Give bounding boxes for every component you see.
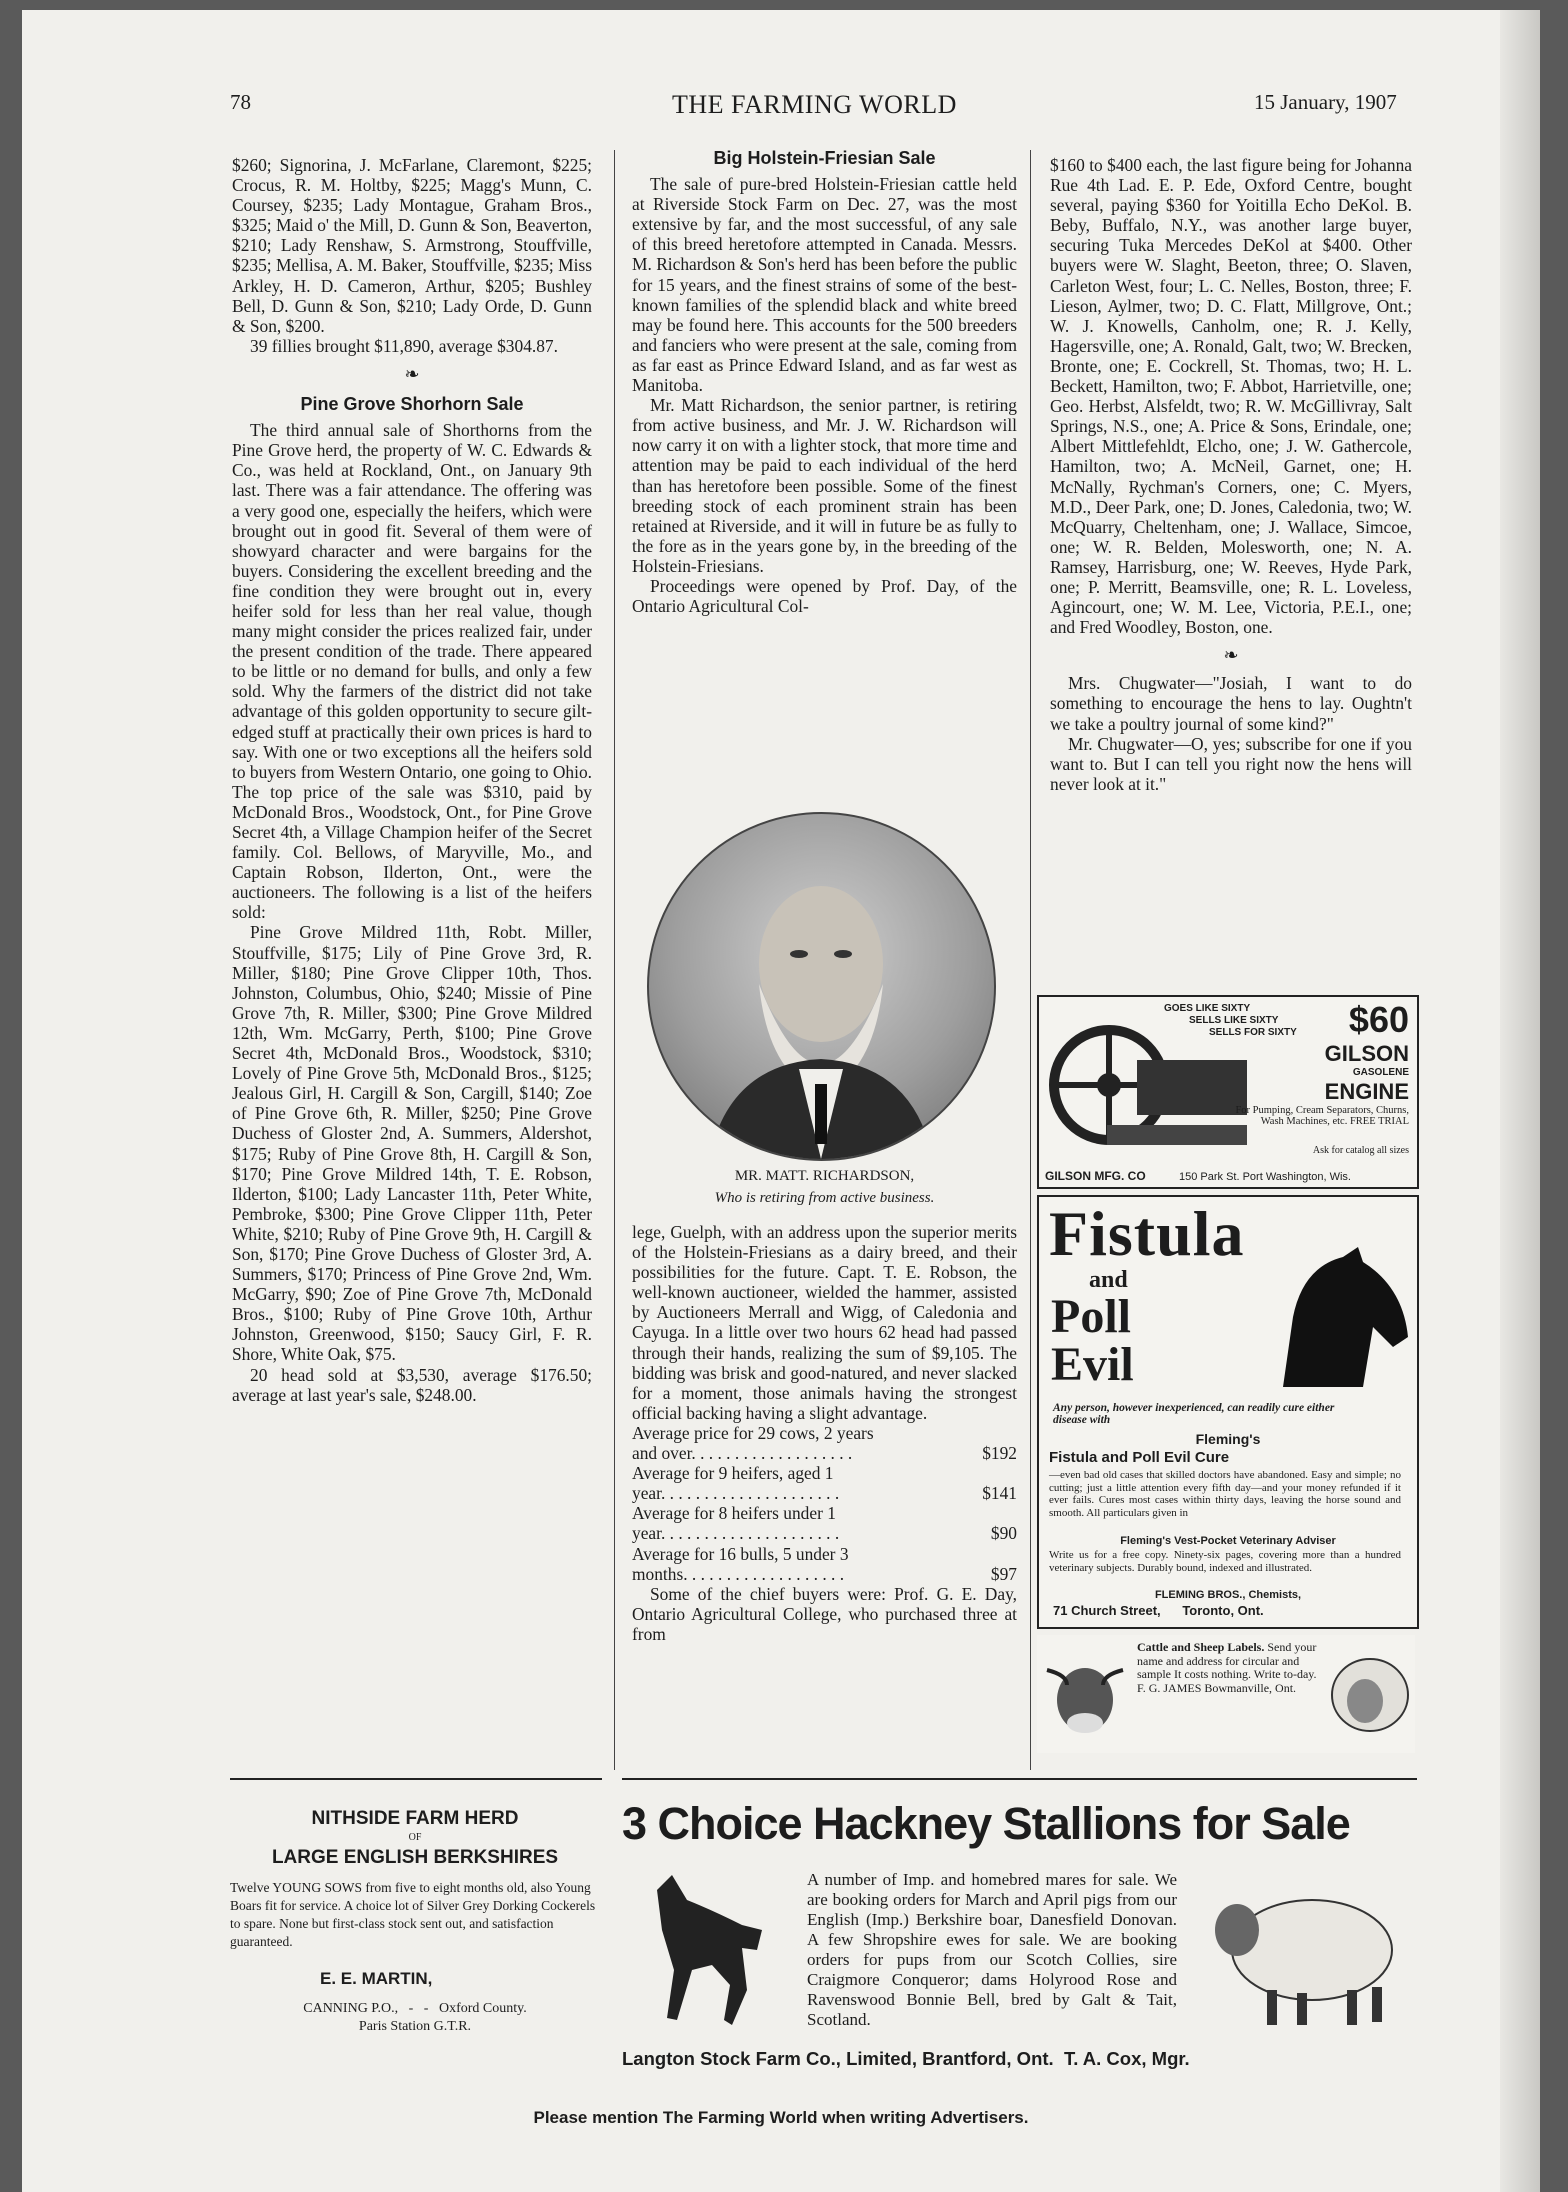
issue-date: 15 January, 1907 bbox=[1254, 90, 1397, 114]
ad-headline: Fistula bbox=[1049, 1198, 1245, 1269]
column1-para3: The third annual sale of Shorthorns from the Pine Grove herd, the property of W. C. Edwards & Co., was held at Rockland, Ont., on January 9th last. There was a fair attendance. The offering was a very good one, especially the heifers, which were brought out in good fit. Several of them were of showyard character and were bargains for the buyers. Considering the excellent breeding and the fine condition they were brought out in, every heifer sold for less than her real value, though many might consider the prices realized fair, under the present condition of the trade. There appeared to be little or no demand for bulls, and only a few sold. Why the farmers of the district did not take advantage of this golden opportunity to secure gilt-edged stuff at practically their own prices is hard to say. With one or two exceptions all the heifers sold to buyers from Western Ontario, one going to Ohio. The top price of the sale was $310, paid by McDonald Bros., Woodstock, Ont., for Pine Grove Secret 4th, a Village Champion heifer of the Secret family. Col. Bellows, of Maryville, Mo., and Captain Robson, Ilderton, Ont., were the auctioneers. The following is a list of the heifers sold: bbox=[232, 420, 592, 923]
section-heading-pine-grove: Pine Grove Shorhorn Sale bbox=[300, 394, 524, 415]
ad-headline: and bbox=[1089, 1267, 1128, 1293]
ad-title: Cattle and Sheep Labels. bbox=[1137, 1640, 1265, 1654]
horse-head-icon bbox=[1263, 1247, 1413, 1397]
ad-text: —even bad old cases that skilled doctors have abandoned. Easy and simple; no cutting; just a little attention every fifth day—and your money refunded if it ever fails. Cures most cases within thirty days, leaving the horse sound and smooth. All particulars given in bbox=[1049, 1469, 1401, 1519]
ad-address: CANNING P.O., - - Oxford County. bbox=[303, 2001, 527, 2016]
ad-subtitle: GASOLENE bbox=[1352, 1067, 1409, 1078]
section-heading-holstein: Big Holstein-Friesian Sale bbox=[713, 148, 936, 168]
ad-tag: GOES LIKE SIXTY bbox=[1164, 1003, 1251, 1014]
column-2-continued bbox=[632, 1222, 1017, 1644]
ad-tag: SELLS FOR SIXTY bbox=[1209, 1027, 1297, 1038]
ad-headline: Evil bbox=[1051, 1338, 1134, 1391]
column1-para4: Pine Grove Mildred 11th, Robt. Miller, Stouffville, $175; Lily of Pine Grove 3rd, R. Miller, $180; Pine Grove Clipper 10th, Thos. Johnston, Columbus, Ohio, $240; Missie of Pine Grove 7th, R. Miller, $300; Pine Grove Mildred 12th, Wm. McGarry, Perth, $100; Pine Grove Secret 4th, McDonald Bros., Woodstock, $310; Lovely of Pine Grove 5th, McDonald Bros., $125; Jealous Girl, H. Cargill & Son, Cargill, $140; Zoe of Pine Grove 6th, R. Miller, $250; Pine Grove Duchess of Gloster 2nd, A. Summers, Aldershot, $175; Ruby of Pine Grove 8th, H. Cargill & Son, $170; Pine Grove Mildred 14th, T. E. Robson, Ilderton, $100; Lady Lancaster 11th, Peter White, Pembroke, $300; Pine Grove Clipper 11th, Peter White, $210; Ruby of Pine Grove 9th, H. Cargill & Son, $170; Pine Grove Duchess of Gloster 3rd, A. Summers, $170; Princess of Pine Grove 2nd, Wm. McGarry, $90; Zoe of Pine Grove 7th, McDonald Bros., $100; Ruby of Pine Grove 10th, Arthur Johnston, Greenwood, $150; Saucy Girl, F. R. Shore, White Oak, $75. bbox=[232, 922, 592, 1365]
ad-headline: Poll bbox=[1051, 1290, 1131, 1343]
ad-text: Write us for a free copy. Ninety-six pages, covering more than a hundred veterinary subjects. Durably bound, indexed and illustrated. bbox=[1049, 1549, 1401, 1574]
page-number: 78 bbox=[230, 90, 251, 114]
portrait-photo bbox=[647, 812, 996, 1161]
section-rule bbox=[622, 1778, 1417, 1780]
section-rule bbox=[230, 1778, 602, 1780]
column-2 bbox=[632, 148, 1017, 616]
ad-title: 3 Choice Hackney Stallions for Sale bbox=[622, 1798, 1350, 1849]
ad-uses: For Pumping, Cream Separators, Churns, Wash Machines, etc. FREE TRIAL bbox=[1235, 1105, 1409, 1127]
ad-text: Fleming's bbox=[1195, 1431, 1261, 1447]
ad-address: 150 Park St. Port Washington, Wis. bbox=[1179, 1171, 1351, 1183]
ad-text: Send your name and address for circular and sample It costs nothing. Write to-day. F. G. JAMES Bowmanville, Ont. bbox=[1137, 1640, 1317, 1695]
ad-brand: GILSON bbox=[1324, 1041, 1409, 1066]
column1-para1: $260; Signorina, J. McFarlane, Claremont, $225; Crocus, R. M. Holtby, $225; Magg's Munn, C. Coursey, $235; Lady Montague, Graham Bros., $325; Maid o' the Mill, D. Gunn & Son, Beaverton, $210; Lady Renshaw, S. Armstrong, Stouffville, $235; Mellisa, A. M. Baker, Stouffville, $235; Miss Arkley, H. D. Cameron, Arthur, $205; Bushley Bell, D. Gunn & Son, $210; Lady Orde, D. Gunn & Son, $200. bbox=[232, 155, 592, 336]
column3-para1: $160 to $400 each, the last figure being for Johanna Rue 4th Lad. E. P. Ede, Oxford Centre, bought several, paying $360 for Yoitilla Echo DeKol. B. Beby, Buffalo, N.Y., was another large buyer, securing Tuka Mercedes DeKol at $400. Other buyers were W. Slaght, Beeton, three; O. Slaven, Carleton West, four; L. C. Nelles, Boston, three; F. Lieson, Aylmer, two; D. C. Flatt, Millgrove, Ont.; W. J. Knowells, Canholm, one; R. J. Kelly, Hagersville, one; A. Ronald, Galt, two; W. Brecken, Bronte, one; E. Cockrell, St. Thomas, two; H. L. Beckett, Hamilton, two; F. Abbot, Harrietville, one; Geo. Herbst, Alsfeldt, two; R. W. McGillivray, Salt Springs, N.S., one; A. Price & Sons, Erindale, one; Albert Mittlefehldt, Elcho, one; J. W. Gathercole, Hamilton, two; A. McNeil, Garnet, one; H. McNally, Rychman's Corners, one; C. Myers, M.D., Deer Park, one; D. Jones, Caledonia, two; W. McQuarry, Cheltenham, one; J. Wallace, Simcoe, one; W. R. Belden, Molesworth, one; N. A. Ramsey, Harrisburg, one; W. Reeves, Hyde Park, one; P. Merritt, Beamsville, one; R. L. Loveless, Agincourt, one; W. M. Lee, Victoria, P.E.I., one; and Fred Woodley, Boston, one. bbox=[1050, 155, 1412, 638]
ad-text: A number of Imp. and homebred mares for sale. We are booking orders for March and April pigs from our English (Imp.) Berkshire boar, Danesfield Donovan. A few Shropshire ewes for sale. We are booking orders for pups from our Scotch Collies, sire Craigmore Conqueror; dams Holyrood Rose and Ravenswood Bonnie Bell, bred by Galt & Tait, Scotland. bbox=[807, 1870, 1177, 2029]
ad-company: GILSON MFG. CO bbox=[1045, 1169, 1146, 1183]
column2-para5: Some of the chief buyers were: Prof. G. E. Day, Ontario Agricultural College, who purchased three at from bbox=[632, 1583, 1017, 1644]
column1-para2: 39 fillies brought $11,890, average $304.87. bbox=[250, 335, 558, 356]
photo-caption-name: MR. MATT. RICHARDSON, bbox=[734, 1168, 915, 1184]
page-footer: Please mention The Farming World when writing Advertisers. bbox=[533, 2108, 1029, 2127]
ad-address: 71 Church Street, Toronto, Ont. bbox=[1053, 1603, 1264, 1618]
cattle-labels-ad bbox=[1037, 1635, 1415, 1753]
column-divider bbox=[614, 150, 615, 1770]
hackney-stallions-ad bbox=[622, 1790, 1417, 2100]
ad-engine: ENGINE bbox=[1324, 1079, 1409, 1104]
ad-firm: FLEMING BROS., Chemists, bbox=[1154, 1589, 1302, 1601]
page-edge bbox=[1500, 10, 1540, 2192]
fistula-cure-ad bbox=[1037, 1195, 1419, 1629]
ad-tag: SELLS LIKE SIXTY bbox=[1189, 1015, 1279, 1026]
average-row: Average for 8 heifers under 1 year. . . . . . . . . . . . . . . . . . . . . $90 bbox=[632, 1503, 1017, 1544]
sheep-head-icon bbox=[1325, 1653, 1415, 1738]
horse-icon bbox=[632, 1870, 782, 2030]
ad-product: Fistula and Poll Evil Cure bbox=[1049, 1449, 1230, 1466]
gilson-engine-ad bbox=[1037, 995, 1419, 1189]
ad-text: Fleming's Vest-Pocket Veterinary Adviser bbox=[1120, 1535, 1336, 1547]
column2-para4: lege, Guelph, with an address upon the superior merits of the Holstein-Friesians as a dairy breed, and their possibilities for the future. Capt. T. E. Robson, the well-known auctioneer, wielded the hammer, assisted by Auctioneers Merrall and Wigg, of Caledonia and Cayuga. In a little over two hours 62 head had passed through their hands, realizing the sum of $9,105. The bidding was brisk and good-natured, and never slacked for a moment, those animals having the strongest official backing having a slight advantage. bbox=[632, 1222, 1017, 1423]
column3-para3: Mr. Chugwater—O, yes; subscribe for one if you want to. But I can tell you right now the hens will never look at it." bbox=[1050, 733, 1412, 794]
ad-text: OF bbox=[408, 1832, 422, 1843]
ad-subtitle: LARGE ENGLISH BERKSHIRES bbox=[271, 1847, 559, 1868]
ad-text: Any person, however inexperienced, can readily cure either disease with bbox=[1053, 1402, 1335, 1426]
ad-footer: Langton Stock Farm Co., Limited, Brantford, Ont. T. A. Cox, Mgr. bbox=[622, 2048, 1190, 2069]
column2-para3: Proceedings were opened by Prof. Day, of the Ontario Agricultural Col- bbox=[632, 575, 1017, 617]
nithside-farm-ad bbox=[230, 1790, 600, 2070]
column2-para1: The sale of pure-bred Holstein-Friesian cattle held at Riverside Stock Farm on Dec. 27, was the most extensive by far, and the most successful, of any sale of this breed heretofore attempted in Canada. Messrs. M. Richardson & Son's herd has been before the public for 15 years, and the finest strains of some of the best-known families of the splendid black and white breed may be found here. This accounts for the 500 breeders and fanciers who were present at the sale, coming from as far east as Prince Edward Island, and as far west as Manitoba. bbox=[632, 174, 1017, 396]
column-divider bbox=[1030, 150, 1031, 1770]
photo-caption-note: Who is retiring from active business. bbox=[714, 1190, 935, 1206]
masthead-title: THE FARMING WORLD bbox=[672, 90, 957, 119]
column1-para5: 20 head sold at $3,530, average $176.50; average at last year's sale, $248.00. bbox=[232, 1364, 592, 1405]
column3-para2: Mrs. Chugwater—"Josiah, I want to do something to encourage the hens to lay. Oughtn't we take a poultry journal of some kind?" bbox=[1050, 673, 1412, 734]
ad-address: Paris Station G.T.R. bbox=[358, 2019, 472, 2034]
newspaper-page bbox=[22, 10, 1540, 2192]
column2-para2: Mr. Matt Richardson, the senior partner, is retiring from active business, and Mr. J. W. Richardson will now carry it on with a lighter stock, that more time and attention may be paid to each individual of the herd than has heretofore been possible. Some of the finest breeding stock of each prominent strain has been retained at Riverside, and it will in future be as fully to the fore as in the years gone by, in the breeding of the Holstein-Friesians. bbox=[632, 395, 1017, 576]
ornament-icon: ❧ bbox=[1223, 645, 1239, 666]
sheep-icon bbox=[1207, 1875, 1407, 2035]
average-row: Average price for 29 cows, 2 years and over. . . . . . . . . . . . . . . . . . . $192 bbox=[632, 1422, 1017, 1464]
average-prices-table bbox=[632, 1423, 1017, 1584]
ad-title: NITHSIDE FARM HERD bbox=[311, 1808, 519, 1829]
ad-catalog: Ask for catalog all sizes bbox=[1312, 1145, 1409, 1156]
ad-text: Twelve YOUNG SOWS from five to eight months old, also Young Boars fit for service. A choice lot of Silver Grey Dorking Cockerels to spare. None but first-class stock sent out, and satisfaction guaranteed. bbox=[230, 1880, 596, 1949]
ad-name: E. E. MARTIN, bbox=[320, 1969, 433, 1988]
ad-price: $60 bbox=[1348, 999, 1409, 1040]
average-row: Average for 9 heifers, aged 1 year. . . . . . . . . . . . . . . . . . . . . $141 bbox=[632, 1463, 1017, 1504]
average-row: Average for 16 bulls, 5 under 3 months. . . . . . . . . . . . . . . . . . . $97 bbox=[632, 1543, 1017, 1584]
column-1 bbox=[232, 155, 592, 1405]
cow-head-icon bbox=[1037, 1655, 1132, 1735]
ornament-icon: ❧ bbox=[404, 363, 420, 384]
column-3 bbox=[1050, 155, 1412, 794]
